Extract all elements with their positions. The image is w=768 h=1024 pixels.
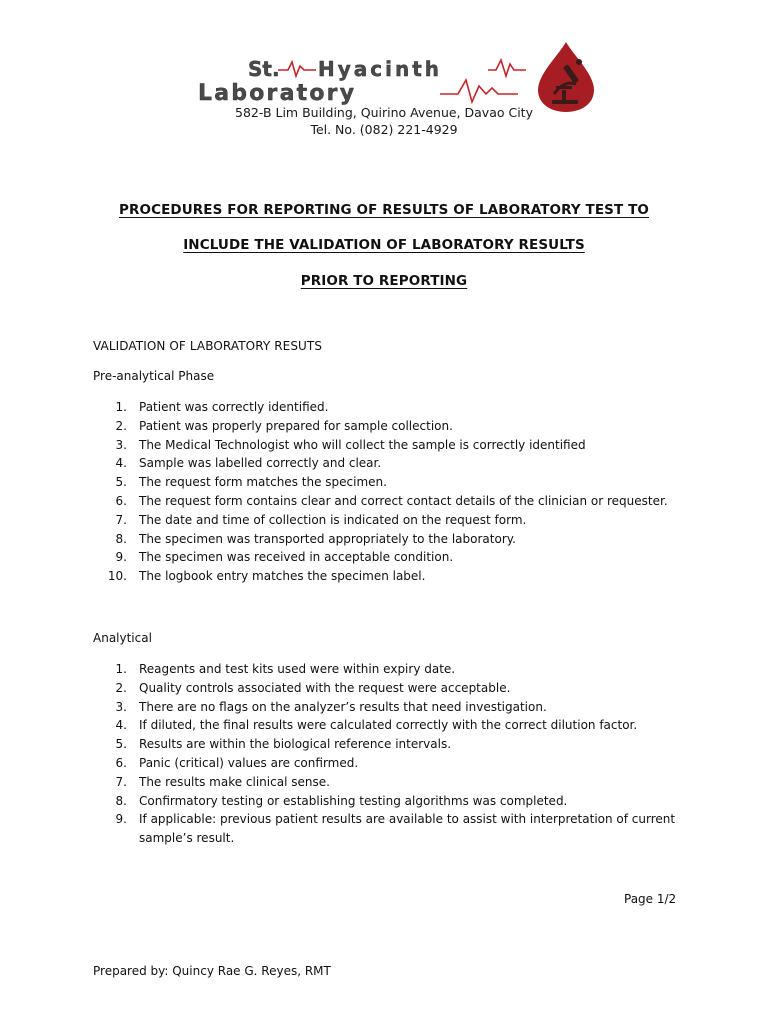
ecg-line-lower [440, 80, 518, 102]
list-item-number: 4. [115, 718, 127, 733]
list-item-number: 9. [115, 812, 127, 827]
page-number: Page 1/2 [624, 892, 677, 906]
pre-analytical-heading: Pre-analytical Phase [93, 369, 215, 383]
list-item-text: The specimen was transported appropriately to the laboratory. [139, 531, 516, 546]
list-item [93, 492, 668, 511]
list-item-number: 1. [115, 662, 127, 676]
list-item-number: 10. [107, 569, 127, 584]
list-item [93, 735, 679, 754]
list-item-text: Quality controls associated with the request were acceptable. [139, 680, 511, 695]
list-item-number: 5. [115, 737, 127, 752]
lab-address: 582-B Lim Building, Quirino Avenue, Davao City [235, 105, 533, 120]
list-item [93, 754, 679, 773]
list-item-text: Patient was properly prepared for sample collection. [139, 418, 453, 433]
list-item-number: 7. [115, 774, 127, 789]
list-item [93, 567, 668, 586]
list-item-number: 7. [115, 512, 127, 527]
logo-text-st: St. [248, 57, 280, 81]
ecg-line-upper-right [488, 60, 526, 76]
list-item-number: 2. [115, 418, 127, 433]
list-item [93, 511, 668, 530]
list-item [93, 698, 679, 717]
list-item [93, 810, 679, 848]
list-item [93, 530, 668, 549]
list-item-number: 6. [115, 493, 127, 508]
list-item [93, 398, 668, 417]
document-title-line-2: INCLUDE THE VALIDATION OF LABORATORY RESULTS [183, 237, 585, 253]
list-item-text: The Medical Technologist who will collect the sample is correctly identified [139, 437, 586, 452]
list-item [93, 716, 679, 735]
analytical-heading: Analytical [93, 631, 152, 645]
list-item-text: The date and time of collection is indicated on the request form. [139, 512, 527, 527]
list-item-text: There are no flags on the analyzer’s results that need investigation. [139, 699, 547, 714]
list-item-text: Results are within the biological reference intervals. [139, 737, 452, 752]
list-item-text: Sample was labelled correctly and clear. [139, 456, 382, 471]
list-item-text: The results make clinical sense. [139, 774, 330, 789]
list-item [93, 773, 679, 792]
document-title-line-3: PRIOR TO REPORTING [300, 273, 468, 289]
list-item [93, 660, 679, 679]
analytical-list [93, 660, 679, 848]
list-item-text: If diluted, the final results were calculated correctly with the correct dilution factor. [139, 718, 638, 733]
list-item [93, 454, 668, 473]
list-item-number: 8. [115, 793, 127, 808]
list-item-text: Panic (critical) values are confirmed. [139, 755, 359, 770]
letterhead [196, 40, 596, 112]
ecg-line-upper-left [278, 62, 316, 76]
logo-text-laboratory: Laboratory [198, 81, 357, 106]
list-item-number: 8. [115, 531, 127, 546]
blood-drop-microscope-icon [538, 42, 594, 112]
list-item-number: 5. [115, 475, 127, 490]
list-item [93, 436, 668, 455]
laboratory-logo [196, 40, 596, 112]
list-item [93, 417, 668, 436]
list-item [93, 679, 679, 698]
list-item-text: The request form contains clear and correct contact details of the clinician or requester. [139, 493, 668, 508]
list-item-text: Patient was correctly identified. [139, 400, 329, 414]
list-item [93, 792, 679, 811]
list-item-number: 6. [115, 755, 127, 770]
list-item-number: 3. [115, 699, 127, 714]
list-item-text: The logbook entry matches the specimen label. [139, 569, 426, 584]
list-item-text: Confirmatory testing or establishing testing algorithms was completed. [139, 793, 568, 808]
validation-heading: VALIDATION OF LABORATORY RESUTS [93, 339, 323, 353]
prepared-by: Prepared by: Quincy Rae G. Reyes, RMT [93, 964, 331, 978]
list-item-number: 1. [115, 400, 127, 414]
list-item-number: 3. [115, 437, 127, 452]
list-item [93, 473, 668, 492]
list-item-text: The specimen was received in acceptable condition. [139, 550, 454, 565]
list-item-number: 9. [115, 550, 127, 565]
list-item-number: 4. [115, 456, 127, 471]
list-item-text: The request form matches the specimen. [139, 475, 387, 490]
pre-analytical-list [93, 398, 668, 586]
list-item-text: Reagents and test kits used were within expiry date. [139, 662, 456, 676]
list-item-text: If applicable: previous patient results are available to assist with interpretation of current sample’s result. [139, 812, 676, 846]
list-item [93, 548, 668, 567]
document-title-line-1: PROCEDURES FOR REPORTING OF RESULTS OF LABORATORY TEST TO [119, 202, 649, 218]
logo-text-hyacinth: Hyacinth [318, 57, 443, 81]
lab-phone: Tel. No. (082) 221-4929 [310, 122, 458, 137]
list-item-number: 2. [115, 680, 127, 695]
